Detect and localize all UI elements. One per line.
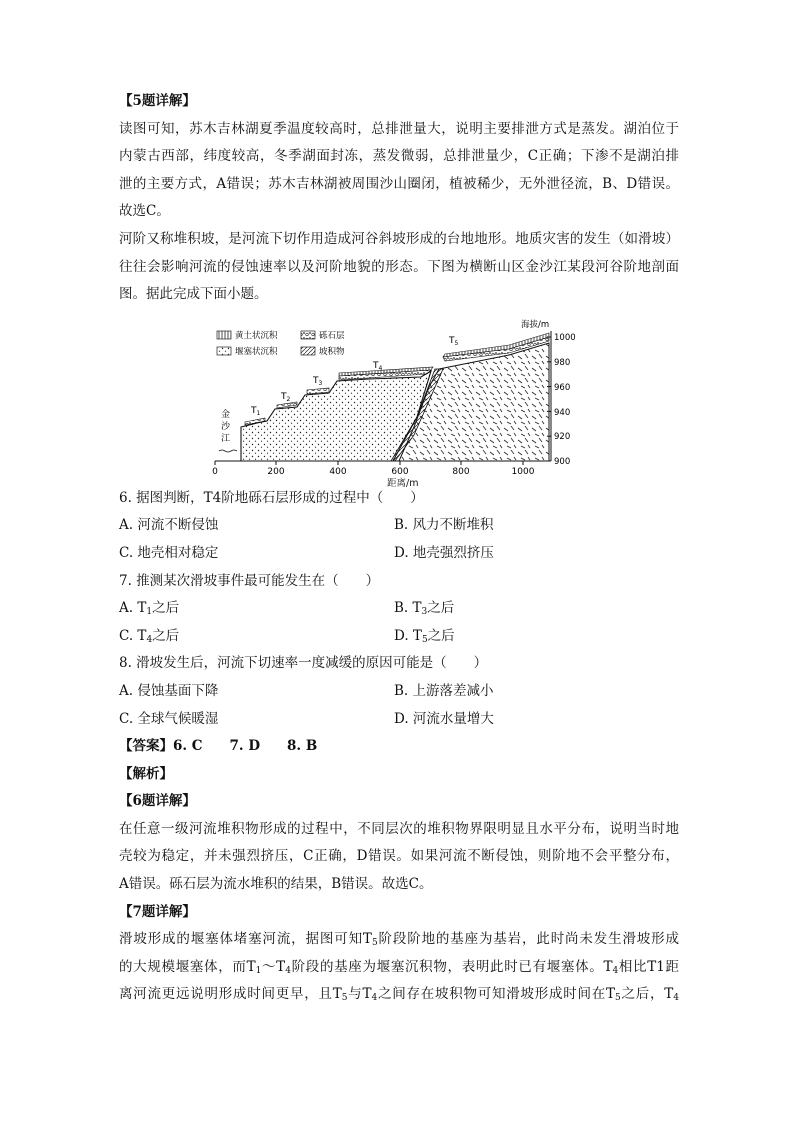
q8-option-a[interactable]: A. 侵蚀基面下降 bbox=[119, 682, 219, 699]
terrace-label-t3: $T_3$ bbox=[313, 375, 323, 387]
section-7-line-1: 滑坡形成的堰塞体堵塞河流，据图可知$T_5$阶段阶地的基座为基岩，此时尚未发生滑坡形成 bbox=[119, 931, 679, 949]
section-5-line-1: 读图可知，苏木吉林湖夏季温度较高时，总排泄量大，说明主要排泄方式是蒸发。湖泊位于 bbox=[119, 120, 679, 137]
y-tick-label-920: 920 bbox=[554, 431, 571, 442]
section-5-line-3: 泄的主要方式，A错误；苏木吉林湖被周围沙山圈闭，植被稀少，无外泄径流，B、D错误。 bbox=[119, 175, 679, 192]
section-7-heading: 【7题详解】 bbox=[119, 903, 196, 920]
q8-options-row-2 bbox=[119, 706, 679, 734]
river-label-char-2: 沙 bbox=[221, 421, 231, 432]
section-5-line-4: 故选C。 bbox=[119, 203, 170, 220]
q7-stem: 7. 推测某次滑坡事件最可能发生在（ ） bbox=[119, 572, 380, 589]
x-axis-title: 距离/m bbox=[387, 477, 419, 489]
river-label-char-1: 金 bbox=[221, 409, 231, 420]
x-tick-label-0: 0 bbox=[212, 466, 218, 477]
river-water-symbol bbox=[219, 450, 237, 452]
intro-line-1: 河阶又称堆积坡，是河流下切作用造成河谷斜坡形成的台地地形。地质灾害的发生（如滑坡） bbox=[119, 230, 679, 247]
q7-option-a[interactable]: A. $T_1$之后 bbox=[119, 600, 180, 618]
q8-stem: 8. 滑坡发生后，河流下切速率一度减缓的原因可能是（ ） bbox=[119, 655, 488, 672]
q6-options-row-1 bbox=[119, 512, 679, 540]
intro-line-2: 往往会影响河流的侵蚀速率以及河阶地貌的形态。下图为横断山区金沙江某段河谷阶地剖面 bbox=[119, 258, 679, 275]
section-5-line-2: 内蒙古西部，纬度较高，冬季湖面封冻，蒸发微弱，总排泄量少，C正确；下渗不是湖泊排 bbox=[119, 148, 679, 165]
document-page bbox=[119, 88, 679, 1009]
y-tick-label-940: 940 bbox=[554, 407, 571, 418]
x-tick-label-800: 800 bbox=[452, 466, 470, 477]
legend-swatch-loess bbox=[217, 331, 231, 339]
q8-option-d[interactable]: D. 河流水量增大 bbox=[394, 710, 494, 727]
y-tick-label-960: 960 bbox=[554, 382, 571, 393]
section-6-line-1: 在任意一级河流堆积物形成的过程中，不同层次的堆积物界限明显且水平分布，说明当时地 bbox=[119, 820, 679, 837]
answer-line: 【答案】6. C 7. D 8. B bbox=[119, 738, 318, 755]
river-label-char-3: 江 bbox=[221, 433, 231, 444]
x-tick-label-1000: 1000 bbox=[511, 466, 535, 477]
q7-option-b[interactable]: B. $T_3$之后 bbox=[394, 600, 455, 618]
q8-options-row-1 bbox=[119, 678, 679, 706]
section-6-heading: 【6题详解】 bbox=[119, 793, 196, 810]
legend-label-loess: 黄土状沉积 bbox=[235, 330, 278, 341]
legend-label-dam: 堰塞状沉积 bbox=[235, 346, 278, 357]
y-tick-label-900: 900 bbox=[554, 456, 571, 467]
x-tick-label-600: 600 bbox=[391, 466, 409, 477]
legend-swatch-gravel bbox=[301, 331, 315, 339]
q7-option-d[interactable]: D. $T_5$之后 bbox=[394, 627, 455, 645]
terrace-label-t1: $T_1$ bbox=[251, 405, 261, 417]
section-5-heading: 【5题详解】 bbox=[119, 93, 196, 109]
terrace-profile-figure bbox=[119, 309, 679, 489]
y-axis-title: 海拔/m bbox=[521, 319, 550, 330]
section-6-line-2: 壳较为稳定，并未强烈挤压，C正确，D错误。如果河流不断侵蚀，则阶地不会平整分布， bbox=[119, 848, 679, 865]
x-tick-label-200: 200 bbox=[267, 466, 285, 477]
q6-options-row-2 bbox=[119, 540, 679, 568]
q6-option-c[interactable]: C. 地壳相对稳定 bbox=[119, 544, 219, 561]
section-7-line-2: 的大规模堰塞体，而$T_1\sim T_4$阶段的基座为堰塞沉积物，表明此时已有堰塞体。$T_4$相比T1距 bbox=[119, 958, 679, 976]
legend-label-gravel: 砾石层 bbox=[319, 330, 345, 341]
q7-option-c[interactable]: C. $T_4$之后 bbox=[119, 627, 180, 645]
terrace-label-t5: $T_5$ bbox=[449, 335, 459, 347]
legend bbox=[217, 330, 345, 357]
y-tick-label-1000: 1000 bbox=[554, 332, 576, 343]
terrace-label-t2: $T_2$ bbox=[281, 391, 291, 403]
q8-option-c[interactable]: C. 全球气候暖湿 bbox=[119, 710, 219, 727]
q6-option-d[interactable]: D. 地壳强烈挤压 bbox=[394, 544, 494, 561]
q8-option-b[interactable]: B. 上游落差减小 bbox=[394, 682, 494, 699]
terrace-profile-diagram bbox=[209, 317, 579, 477]
x-tick-label-400: 400 bbox=[329, 466, 347, 477]
legend-swatch-colluvium bbox=[301, 347, 315, 355]
legend-swatch-dam bbox=[217, 347, 231, 355]
q6-option-b[interactable]: B. 风力不断堆积 bbox=[394, 517, 494, 534]
y-tick-label-980: 980 bbox=[554, 357, 571, 368]
q6-stem: 6. 据图判断，T4阶地砾石层形成的过程中（ ） bbox=[119, 489, 424, 506]
legend-label-colluvium: 坡积物 bbox=[319, 346, 345, 357]
analysis-heading: 【解析】 bbox=[119, 765, 173, 782]
section-7-line-3: 离河流更远说明形成时间更早，且$T_5$与$T_4$之间存在坡积物可知滑坡形成时间在$T_5$之后，$T_4$ bbox=[119, 986, 679, 1004]
q6-option-a[interactable]: A. 河流不断侵蚀 bbox=[119, 517, 219, 534]
terrace-label-t4: $T_4$ bbox=[373, 360, 383, 372]
q7-options-row-1 bbox=[119, 595, 679, 623]
q7-options-row-2 bbox=[119, 623, 679, 651]
intro-line-3: 图。据此完成下面小题。 bbox=[119, 286, 268, 303]
section-6-line-3: A错误。砾石层为流水堆积的结果，B错误。故选C。 bbox=[119, 876, 433, 893]
